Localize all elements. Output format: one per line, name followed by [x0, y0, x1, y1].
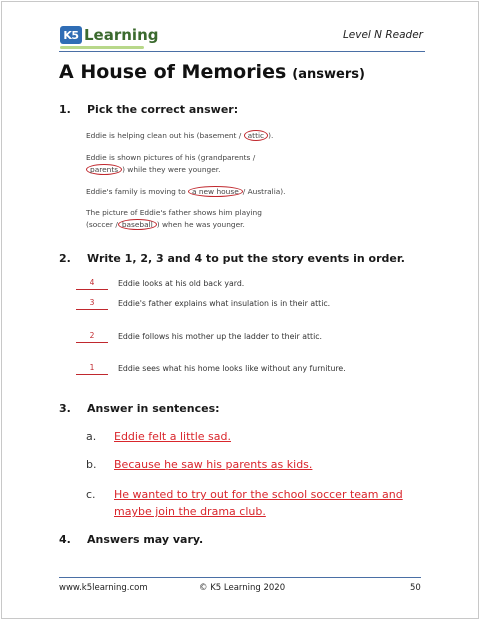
footer-rule — [59, 577, 421, 578]
q1-item-3 — [86, 186, 286, 198]
q1-item-1 — [86, 130, 273, 142]
answer-letter: b. — [86, 458, 97, 471]
answer-letter: a. — [86, 430, 97, 443]
q1-item-text: ). — [268, 131, 274, 140]
page-number: 50 — [410, 583, 421, 593]
circled-answer: a new house — [188, 186, 243, 197]
q1-number: 1. — [59, 103, 71, 116]
q1-item-4 — [86, 207, 262, 230]
header-rule — [59, 51, 425, 52]
title-sub: (answers) — [292, 67, 365, 82]
q2-heading: Write 1, 2, 3 and 4 to put the story events in order. — [87, 252, 405, 265]
circled-answer: parents — [86, 164, 122, 175]
q2-number: 2. — [59, 252, 71, 265]
story-event: Eddie follows his mother up the ladder to their attic. — [118, 332, 323, 341]
footer-copyright: © K5 Learning 2020 — [199, 583, 286, 593]
logo-badge: K5 — [60, 26, 82, 44]
q1-item-text: (soccer / — [86, 219, 118, 229]
q1-item-text: Eddie is shown pictures of his (grandparents / — [86, 153, 256, 162]
order-blank: 1 — [76, 363, 108, 375]
story-event: Eddie's father explains what insulation is in their attic. — [118, 299, 331, 308]
level-label: Level N Reader — [342, 29, 423, 41]
order-blank: 2 — [76, 331, 108, 343]
logo-underline — [60, 46, 144, 49]
q1-item-text: ) while they were younger. — [122, 164, 221, 174]
story-event: Eddie sees what his home looks like without any furniture. — [118, 364, 346, 373]
q1-item-text: ) when he was younger. — [156, 219, 245, 229]
q1-item-text: / Australia). — [242, 187, 286, 196]
q1-item-text: Eddie is helping clean out his (basement / — [86, 131, 242, 140]
logo-word: Learning — [84, 26, 159, 44]
q4-number: 4. — [59, 533, 71, 546]
q3-number: 3. — [59, 402, 71, 415]
q3-heading: Answer in sentences: — [87, 402, 220, 415]
page-border — [1, 1, 479, 619]
written-answer: Because he saw his parents as kids. — [114, 458, 313, 471]
q1-item-text: Eddie's family is moving to — [86, 187, 186, 196]
title-main: A House of Memories — [59, 61, 287, 83]
order-blank: 3 — [76, 298, 108, 310]
written-answer: He wanted to try out for the school soccer team and maybe join the drama club. — [114, 488, 403, 518]
k5-learning-logo — [60, 24, 159, 46]
q1-item-text: The picture of Eddie's father shows him playing — [86, 208, 262, 217]
q1-item-2 — [86, 152, 255, 175]
order-blank: 4 — [76, 278, 108, 290]
q1-heading: Pick the correct answer: — [87, 103, 239, 116]
footer-url[interactable]: www.k5learning.com — [59, 583, 148, 593]
answer-letter: c. — [86, 488, 96, 501]
page-title — [59, 61, 365, 83]
written-answer: Eddie felt a little sad. — [114, 430, 231, 443]
story-event: Eddie looks at his old back yard. — [118, 279, 245, 288]
q4-heading: Answers may vary. — [87, 533, 204, 546]
circled-answer: baseball — [118, 219, 157, 230]
circled-answer: attic — [244, 130, 268, 141]
